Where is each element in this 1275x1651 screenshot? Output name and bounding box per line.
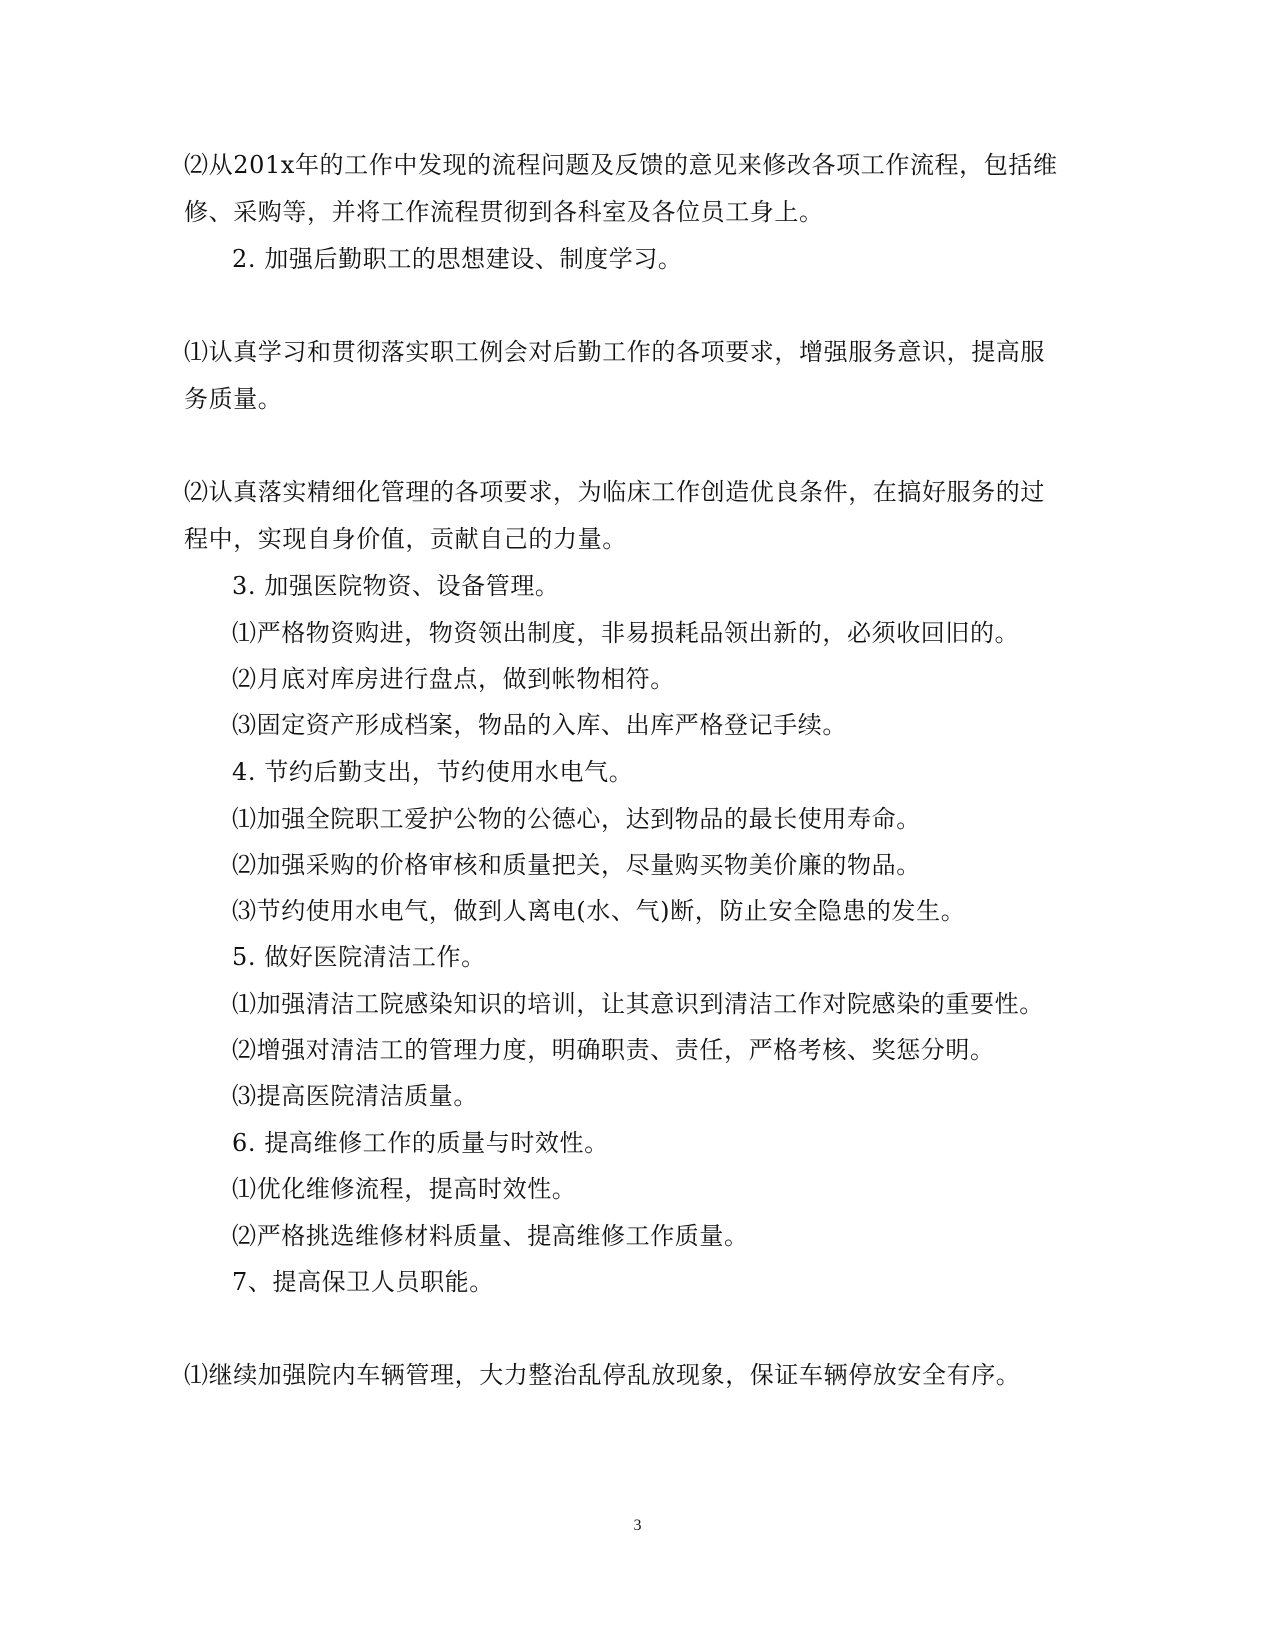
list-item: ⑶节约使用水电气，做到人离电(水、气)断，防止安全隐患的发生。 xyxy=(232,897,966,925)
list-item: ⑶提高医院清洁质量。 xyxy=(232,1082,478,1110)
list-item: ⑵增强对清洁工的管理力度，明确职责、责任，严格考核、奖惩分明。 xyxy=(232,1036,995,1064)
list-item: ⑴优化维修流程，提高时效性。 xyxy=(232,1175,577,1203)
paragraph-line: ⑴认真学习和贯彻落实职工例会对后勤工作的各项要求，增强服务意识，提高服 xyxy=(184,338,1045,366)
section-heading: 2. 加强后勤职工的思想建设、制度学习。 xyxy=(232,245,683,273)
section-heading: 6. 提高维修工作的质量与时效性。 xyxy=(232,1129,609,1157)
paragraph-line: ⑵从201x年的工作中发现的流程问题及反馈的意见来修改各项工作流程，包括维 xyxy=(184,151,1058,179)
page-number: 3 xyxy=(633,1517,642,1534)
section-heading: 3. 加强医院物资、设备管理。 xyxy=(232,572,560,600)
paragraph-line: 程中，实现自身价值，贡献自己的力量。 xyxy=(184,525,627,553)
paragraph-line: ⑵认真落实精细化管理的各项要求，为临床工作创造优良条件，在搞好服务的过 xyxy=(184,478,1045,506)
list-item: ⑵月底对库房进行盘点，做到帐物相符。 xyxy=(232,665,675,693)
paragraph-line: 修、采购等，并将工作流程贯彻到各科室及各位员工身上。 xyxy=(184,198,824,226)
list-item: ⑴加强清洁工院感染知识的培训，让其意识到清洁工作对院感染的重要性。 xyxy=(232,990,1044,1018)
paragraph-line: ⑴继续加强院内车辆管理，大力整治乱停乱放现象，保证车辆停放安全有序。 xyxy=(184,1361,1021,1389)
list-item: ⑶固定资产形成档案，物品的入库、出库严格登记手续。 xyxy=(232,711,847,739)
section-heading: 7、提高保卫人员职能。 xyxy=(232,1268,494,1296)
section-heading: 5. 做好医院清洁工作。 xyxy=(232,943,486,971)
list-item: ⑴加强全院职工爱护公物的公德心，达到物品的最长使用寿命。 xyxy=(232,805,921,833)
section-heading: 4. 节约后勤支出，节约使用水电气。 xyxy=(232,758,634,786)
list-item: ⑵严格挑选维修材料质量、提高维修工作质量。 xyxy=(232,1222,749,1250)
paragraph-line: 务质量。 xyxy=(184,385,283,413)
list-item: ⑴严格物资购进，物资领出制度，非易损耗品领出新的，必须收回旧的。 xyxy=(232,619,1020,647)
list-item: ⑵加强采购的价格审核和质量把关，尽量购买物美价廉的物品。 xyxy=(232,851,921,879)
